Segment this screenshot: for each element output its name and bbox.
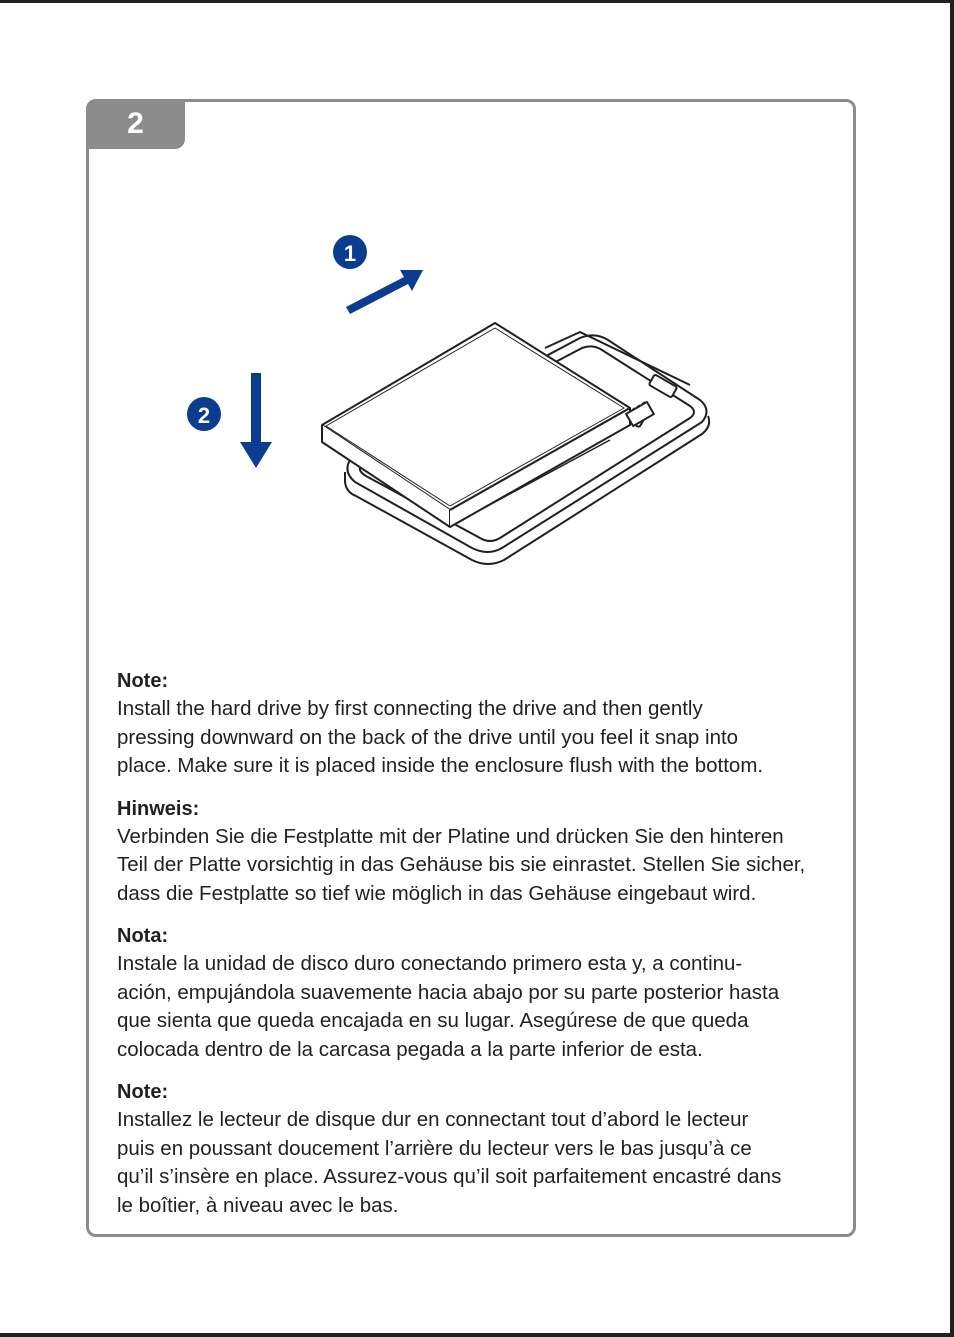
note-spanish — [117, 922, 847, 1064]
note-german — [117, 795, 847, 909]
note-heading: Hinweis: — [117, 797, 200, 820]
note-line: Verbinden Sie die Festplatte mit der Platine und drücken Sie den hinteren — [117, 824, 784, 848]
note-line: colocada dentro de la carcasa pegada a la parte inferior de esta. — [117, 1037, 703, 1061]
note-line: qu’il s’insère en place. Assurez-vous qu’il soit parfaitement encastré dans — [117, 1165, 782, 1188]
notes-section — [117, 667, 847, 1234]
note-line: Teil der Platte vorsichtig in das Gehäuse bis sie einrastet. Stellen Sie sicher, — [117, 853, 806, 876]
note-line: le boîtier, à niveau avec le bas. — [117, 1193, 399, 1217]
note-line: puis en poussant doucement l’arrière du lecteur vers le bas jusqu’à ce — [117, 1136, 752, 1160]
note-line: Install the hard drive by first connecting the drive and then gently — [117, 697, 703, 720]
note-line: Instale la unidad de disco duro conectando primero esta y, a continu- — [117, 952, 743, 975]
note-body — [117, 695, 847, 781]
note-line: place. Make sure it is placed inside the enclosure flush with the bottom. — [117, 754, 764, 777]
step-number: 2 — [127, 107, 144, 140]
step-number-tab — [86, 99, 185, 149]
arrow-up-right-icon — [346, 270, 423, 314]
note-body — [117, 950, 847, 1064]
note-line: Installez le lecteur de disque dur en connectant tout d’abord le lecteur — [117, 1108, 749, 1131]
note-body — [117, 823, 847, 909]
note-line: pressing downward on the back of the drive until you feel it snap into — [117, 725, 739, 749]
drive-install-illustration — [150, 220, 770, 580]
note-line: ación, empujándola suavemente hacia abajo por su parte posterior hasta — [117, 980, 780, 1004]
callout-2 — [187, 397, 221, 431]
callout-1 — [333, 235, 367, 269]
page-border-bottom — [0, 1333, 954, 1337]
note-heading: Note: — [117, 670, 169, 692]
note-line: dass die Festplatte so tief wie möglich in das Gehäuse eingebaut wird. — [117, 881, 757, 905]
callout-1-number: 1 — [343, 241, 357, 266]
note-heading: Nota: — [117, 925, 169, 947]
note-french — [117, 1078, 847, 1220]
note-body — [117, 1106, 847, 1220]
page-border-right — [950, 0, 954, 1337]
note-heading: Note: — [117, 1081, 169, 1103]
callout-2-number: 2 — [197, 403, 211, 428]
page-border-top — [0, 0, 954, 3]
note-english — [117, 667, 847, 781]
arrow-down-icon — [240, 373, 272, 468]
note-line: que sienta que queda encajada en su lugar. Asegúrese de que queda — [117, 1009, 749, 1032]
